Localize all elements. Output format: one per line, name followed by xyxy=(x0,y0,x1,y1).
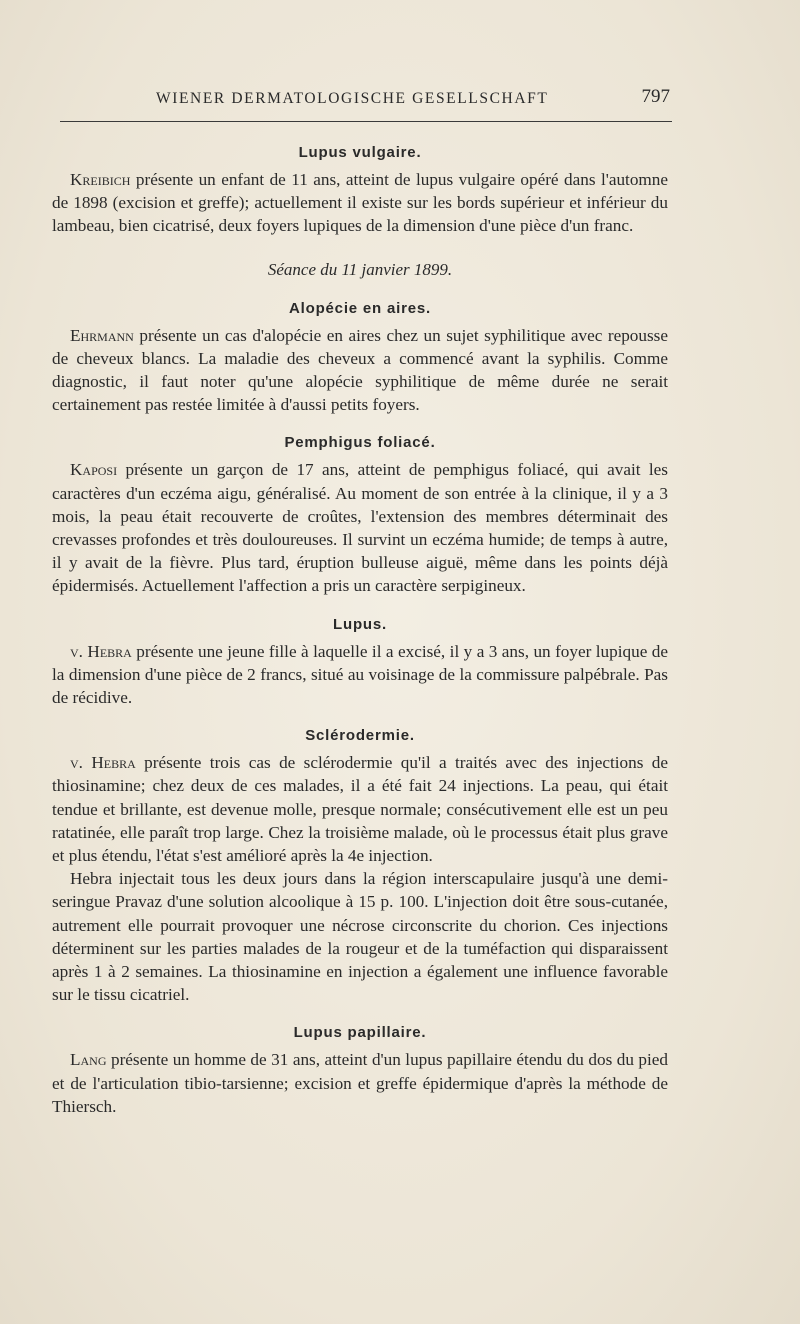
section-title-lupus-vulgaire: Lupus vulgaire. xyxy=(298,144,422,161)
section-title-alopecie: Alopécie en aires. xyxy=(289,299,431,317)
page-number: 797 xyxy=(641,86,670,107)
author-name: Ehrmann xyxy=(70,325,134,345)
paragraph-sclerodermie xyxy=(52,751,668,867)
paragraph-text: présente trois cas de sclérodermie qu'il a traités avec des injections de thiosinamine; chez deux de ces malades, il a été fait 24 injections. La peau, qui était tendue et brillante, est devenue molle, presque normale; consécutivement elle est un peu ratatinée, elle paraît trop large. Chez la troisième malade, où le processus était plus grave et plus étendu, l'état s'est amélioré après la 4e injection. xyxy=(52,753,668,866)
author-name: Kreibich xyxy=(70,170,131,189)
article-body xyxy=(52,138,668,1118)
paragraph-lupus xyxy=(52,640,668,710)
session-date: Séance du 11 janvier 1899. xyxy=(267,259,453,279)
paragraph-sclerodermie-2: Hebra injectait tous les deux jours dans la région interscapulaire jusqu'à une demi-seringue Pravaz d'une solution alcoolique à 15 p. 100. L'injection doit être sous-cutanée, autrement elle pourrait provoquer une nécrose circonscrite du chorion. Ces injections déterminent sur les parties malades de la rougeur et de la tuméfaction qui disparaissent après 1 à 2 semaines. La thiosinamine en injection a également une influence favorable sur le tissu cicatriel. xyxy=(52,869,668,1005)
author-name: v. Hebra xyxy=(70,753,136,773)
section-title-lupus: Lupus. xyxy=(333,615,387,633)
spacer xyxy=(52,598,668,610)
paragraph-text: présente une jeune fille à laquelle il a excisé, il y a 3 ans, un foyer lupique de la dimension d'une pièce de 2 francs, situé au voisinage de la commissure palpébrale. Pas de récidive. xyxy=(52,641,668,708)
header-rule xyxy=(60,121,672,122)
author-name: Lang xyxy=(70,1050,107,1070)
paragraph-text: présente un homme de 31 ans, atteint d'un lupus papillaire étendu du dos du pied et de l'articulation tibio-tarsienne; excision et greffe épidermique d'après la méthode de Thiersch. xyxy=(52,1050,669,1116)
spacer xyxy=(52,416,668,428)
page-header xyxy=(60,86,670,114)
paragraph-lupus-vulgaire xyxy=(52,168,668,238)
paragraph-text: présente un cas d'alopécie en aires chez un sujet syphilitique avec repousse de cheveux blancs. La maladie des cheveux a commencé avant la syphilis. Comme diagnostic, il faut noter qu'une alopécie syphilitique de même durée ne serait certainement pas restée limitée à d'aussi petits foyers. xyxy=(52,325,669,415)
paragraph-text: présente un enfant de 11 ans, atteint de lupus vulgaire opéré dans l'automne de 1898 (excision et greffe); actuellement il existe sur les bords supérieur et inférieur du lambeau, bien cicatrisé, deux foyers lupiques de la dimension d'une pièce d'un franc. xyxy=(52,170,668,236)
paragraph-pemphigus xyxy=(52,458,668,597)
section-title-pemphigus: Pemphigus foliacé. xyxy=(284,434,436,452)
spacer xyxy=(52,709,668,721)
running-title: WIENER DERMATOLOGISCHE GESELLSCHAFT xyxy=(156,90,549,107)
section-title-sclerodermie: Sclérodermie. xyxy=(305,727,415,745)
paragraph-alopecie xyxy=(52,324,668,417)
section-title-lupus-papillaire: Lupus papillaire. xyxy=(293,1024,427,1042)
spacer xyxy=(52,1006,668,1018)
author-name: v. Hebra xyxy=(70,641,132,661)
paragraph-text: présente un garçon de 17 ans, atteint de pemphigus foliacé, qui avait les caractères d'un eczéma aigu, généralisé. Au moment de son entrée à la clinique, il y a 3 mois, la peau était recouverte de croûtes, l'extension des membres déterminait des crevasses profondes et très douloureuses. Il survint un eczéma humide; de temps à autre, il y avait de la fièvre. Plus tard, éruption bulleuse aiguë, même dans les points déjà épidermisés. Actuellement l'affection a pris un caractère serpigineux. xyxy=(52,460,668,596)
paragraph-lupus-papillaire xyxy=(52,1048,668,1118)
author-name: Kaposi xyxy=(70,460,118,480)
